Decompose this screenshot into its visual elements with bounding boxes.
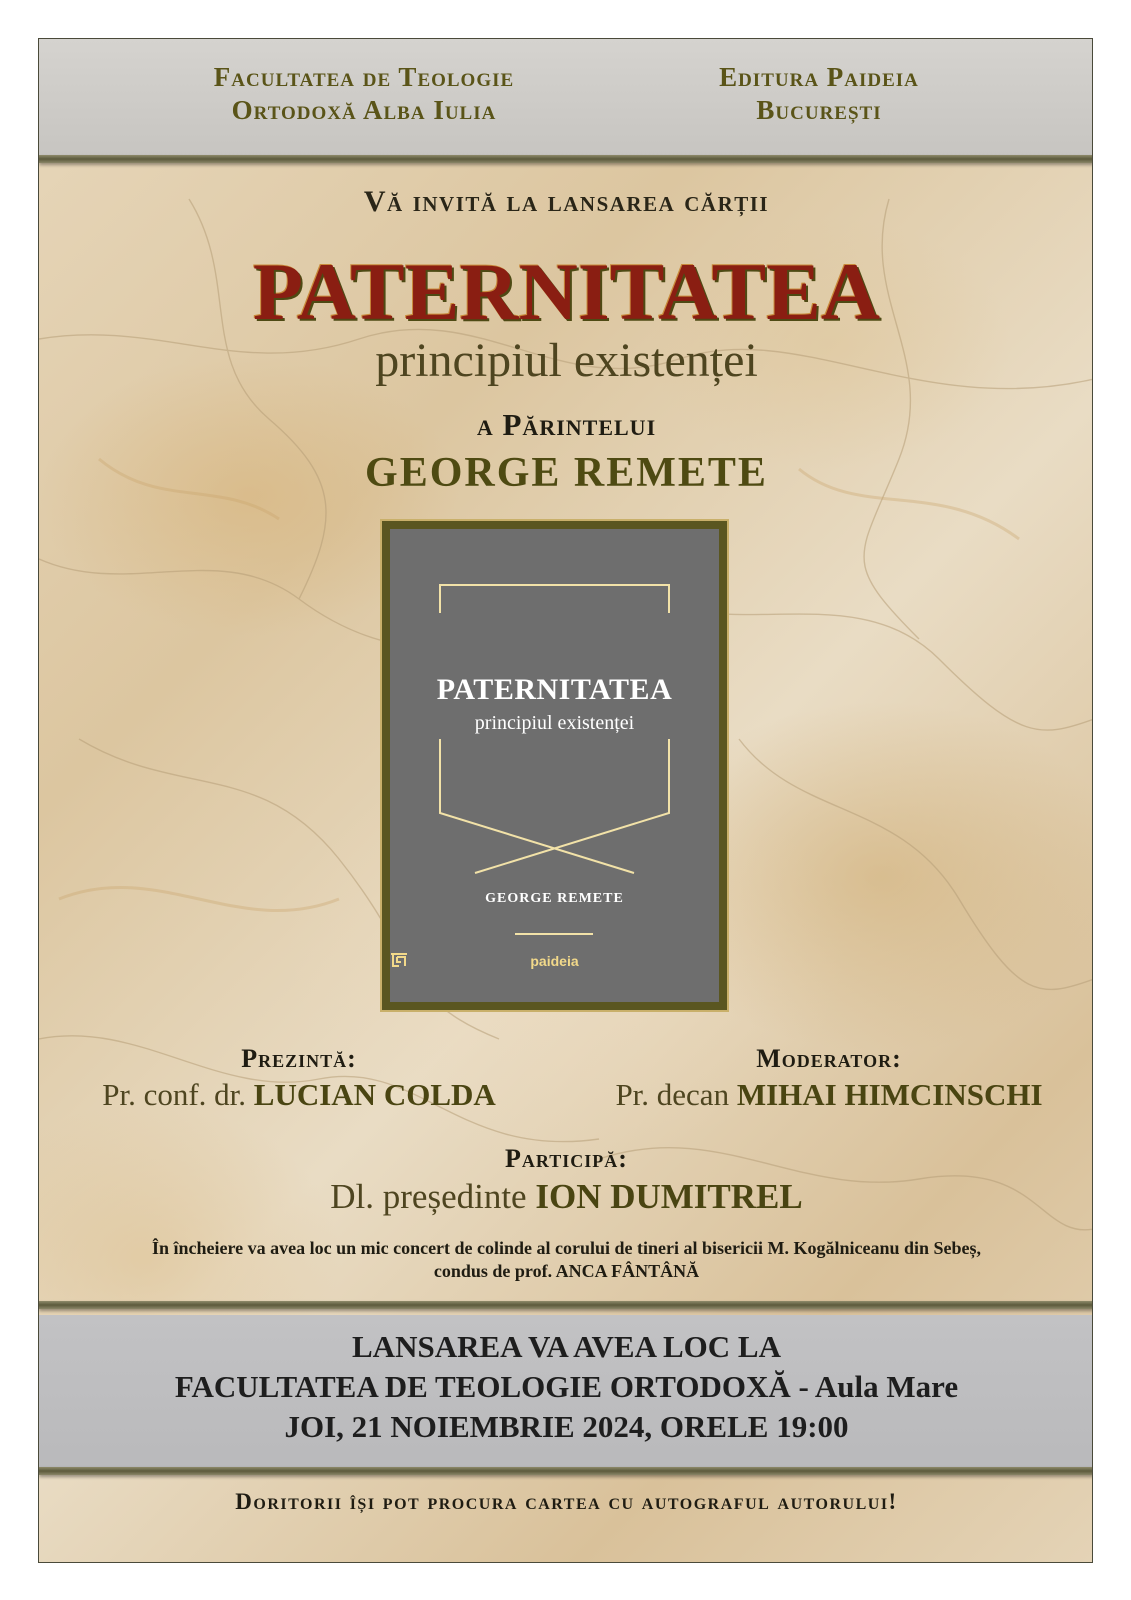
cover-subtitle: principiul existenței bbox=[474, 712, 635, 734]
publisher-name-line2: București bbox=[756, 95, 882, 125]
faculty-name-line1: Facultatea de Teologie bbox=[213, 62, 515, 92]
moderator-title: Pr. decan bbox=[615, 1077, 730, 1112]
author-name: GEORGE REMETE bbox=[365, 450, 768, 496]
moderator bbox=[564, 1077, 1093, 1113]
concert-note-line1: În încheiere va avea loc un mic concert de colinde al corului de tineri al bisericii M. Kogălniceanu din Sebeș, bbox=[151, 1238, 982, 1258]
header-divider bbox=[39, 155, 1093, 163]
paideia-logo-icon bbox=[390, 953, 408, 967]
venue-datetime: JOI, 21 NOIEMBRIE 2024, ORELE 19:00 bbox=[284, 1409, 849, 1444]
book-cover bbox=[390, 529, 719, 1002]
participant-name: ION DUMITREL bbox=[535, 1177, 803, 1216]
moderator-label: Moderator: bbox=[756, 1044, 902, 1073]
participant-label: Participă: bbox=[505, 1144, 628, 1173]
invitation-text: Vă invită la lansarea cărții bbox=[363, 185, 770, 218]
cover-publisher-logo bbox=[390, 953, 719, 969]
book-title: PATERNITATEA bbox=[252, 246, 881, 337]
participant-title: Dl. președinte bbox=[330, 1177, 527, 1216]
presenter-title: Pr. conf. dr. bbox=[102, 1077, 247, 1112]
faculty-name-line2: Ortodoxă Alba Iulia bbox=[231, 95, 497, 125]
book-cover-frame bbox=[380, 519, 729, 1012]
venue-divider-bottom bbox=[39, 1467, 1093, 1475]
presenter-label: Prezintă: bbox=[241, 1044, 357, 1073]
publisher-logo-text: paideia bbox=[530, 953, 579, 969]
presenter-name: LUCIAN COLDA bbox=[253, 1077, 496, 1112]
presenter bbox=[59, 1077, 539, 1113]
author-prefix: a Părintelui bbox=[476, 407, 657, 442]
concert-note-line2: condus de prof. ANCA FÂNTÂNĂ bbox=[433, 1261, 700, 1281]
cover-ornament bbox=[390, 529, 719, 1002]
closing-note: Doritorii își pot procura cartea cu autograful autorului! bbox=[235, 1489, 898, 1514]
faculty-name bbox=[129, 61, 599, 127]
event-poster bbox=[38, 38, 1093, 1563]
publisher-name bbox=[639, 61, 999, 127]
venue-line1: LANSAREA VA AVEA LOC LA bbox=[352, 1329, 781, 1364]
participant bbox=[39, 1177, 1093, 1217]
venue-location: FACULTATEA DE TEOLOGIE ORTODOXĂ - Aula Mare bbox=[174, 1369, 959, 1404]
cover-title: PATERNITATEA bbox=[436, 673, 673, 706]
publisher-name-line1: Editura Paideia bbox=[719, 62, 919, 92]
venue-divider-top bbox=[39, 1301, 1093, 1309]
moderator-name: MIHAI HIMCINSCHI bbox=[736, 1077, 1043, 1112]
concert-note bbox=[39, 1237, 1093, 1283]
cover-author: GEORGE REMETE bbox=[485, 891, 624, 906]
book-subtitle: principiul existenței bbox=[375, 334, 758, 387]
